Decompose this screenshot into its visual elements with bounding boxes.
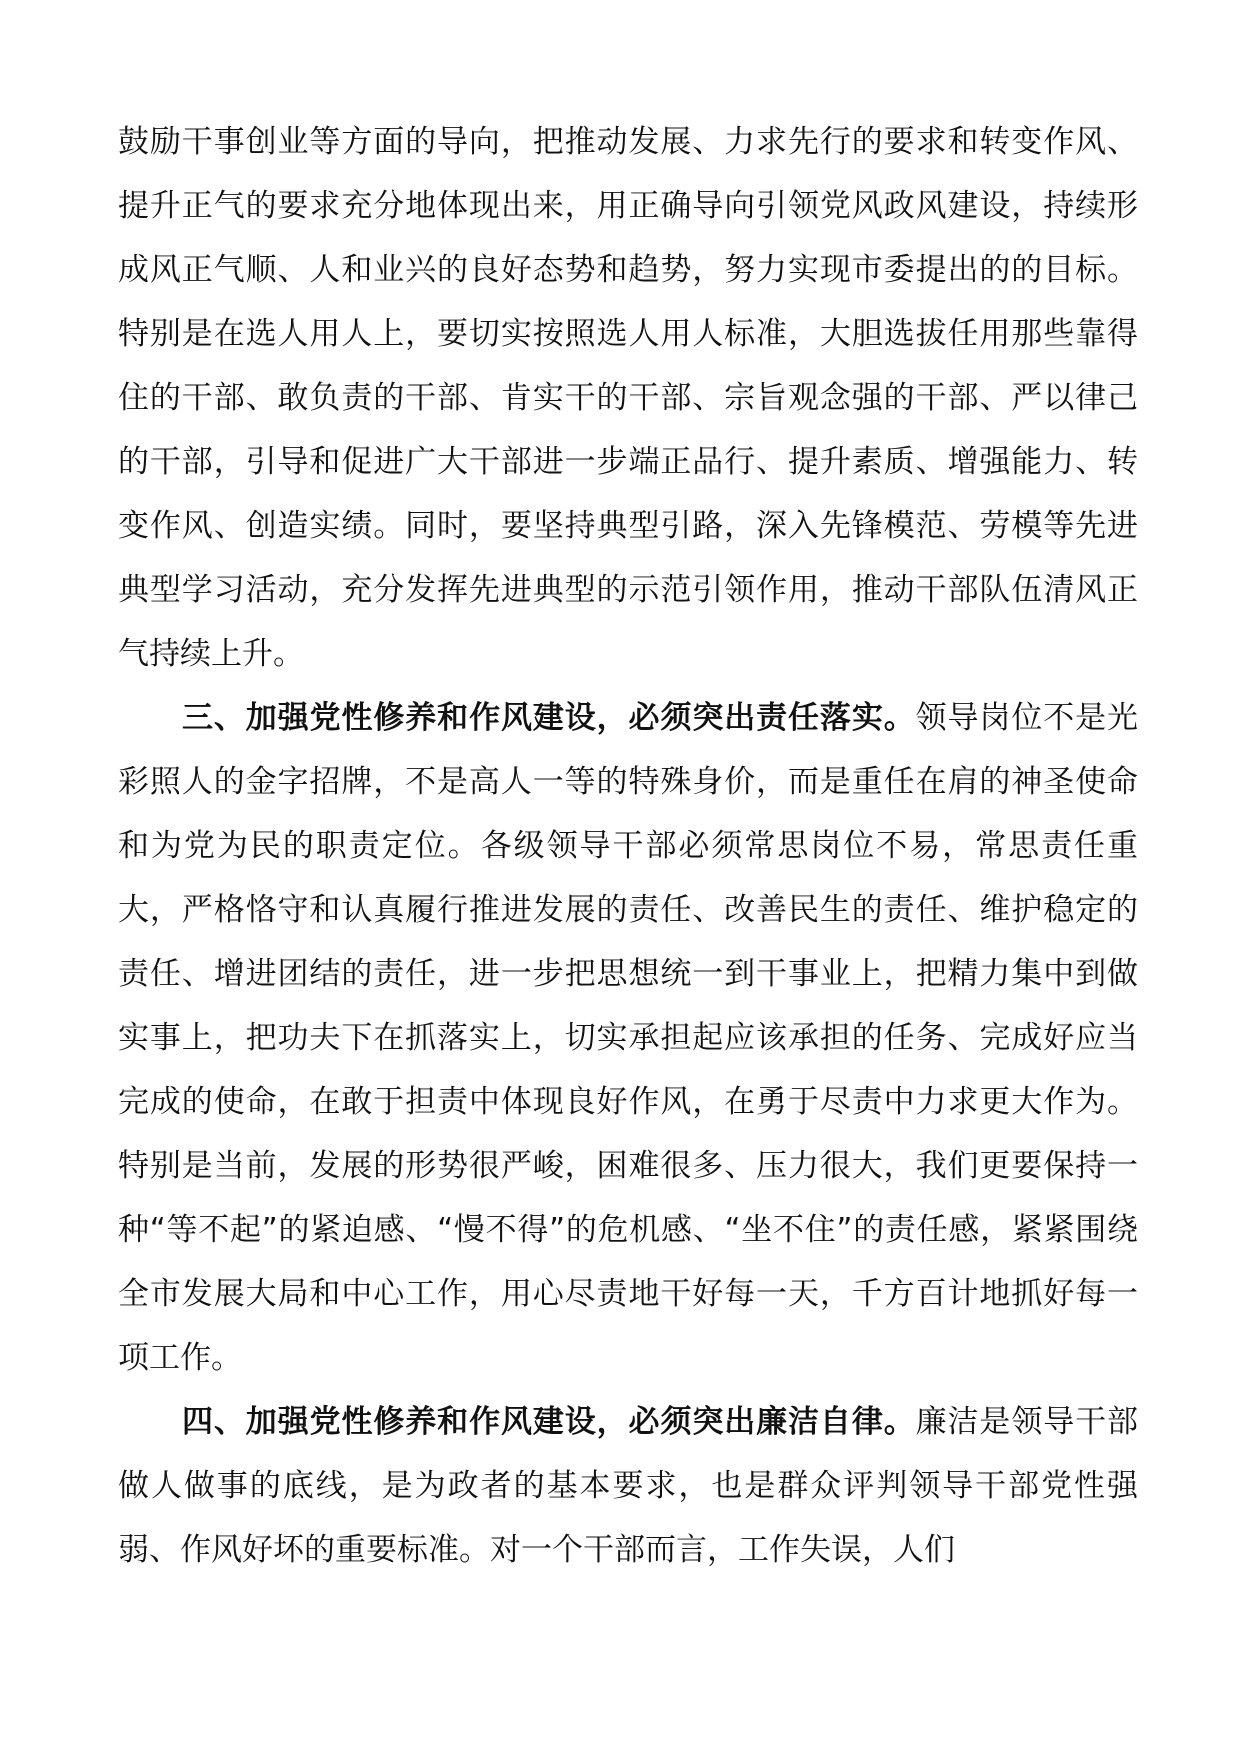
- section-heading: 四、加强党性修养和作风建设，必须突出廉洁自律。: [182, 1404, 916, 1440]
- paragraph-continued: [118, 110, 1138, 686]
- paragraph-text: 鼓励干事创业等方面的导向，把推动发展、力求先行的要求和转变作风、提升正气的要求充分地体现出来，用正确导向引领党风政风建设，持续形成风正气顺、人和业兴的良好态势和趋势，努力实现市委提出的的目标。特别是在选人用人上，要切实按照选人用人标准，大胆选拔任用那些靠得住的干部、敢负责的干部、肯实干的干部、宗旨观念强的干部、严以律己的干部，引导和促进广大干部进一步端正品行、提升素质、增强能力、转变作风、创造实绩。同时，要坚持典型引路，深入先锋模范、劳模等先进典型学习活动，充分发挥先进典型的示范引领作用，推动干部队伍清风正气持续上升。: [118, 124, 1138, 672]
- paragraph-text: 廉洁是领导干部做人做事的底线，是为政者的基本要求，也是群众评判领导干部党性强弱、作风好坏的重要标准。对一个干部而言，工作失误，人们: [118, 1404, 1139, 1568]
- paragraph-section-three: [118, 686, 1138, 1390]
- section-heading: 三、加强党性修养和作风建设，必须突出责任落实。: [182, 700, 916, 736]
- document-body: [118, 110, 1138, 1582]
- paragraph-section-four: [118, 1390, 1138, 1582]
- paragraph-text: 领导岗位不是光彩照人的金字招牌，不是高人一等的特殊身价，而是重任在肩的神圣使命和为党为民的职责定位。各级领导干部必须常思岗位不易，常思责任重大，严格恪守和认真履行推进发展的责任、改善民生的责任、维护稳定的责任、增进团结的责任，进一步把思想统一到干事业上，把精力集中到做实事上，把功夫下在抓落实上，切实承担起应该承担的任务、完成好应当完成的使命，在敢于担责中体现良好作风，在勇于尽责中力求更大作为。特别是当前，发展的形势很严峻，困难很多、压力很大，我们更要保持一种“等不起”的紧迫感、“慢不得”的危机感、“坐不住”的责任感，紧紧围绕全市发展大局和中心工作，用心尽责地干好每一天，千方百计地抓好每一项工作。: [118, 700, 1139, 1376]
